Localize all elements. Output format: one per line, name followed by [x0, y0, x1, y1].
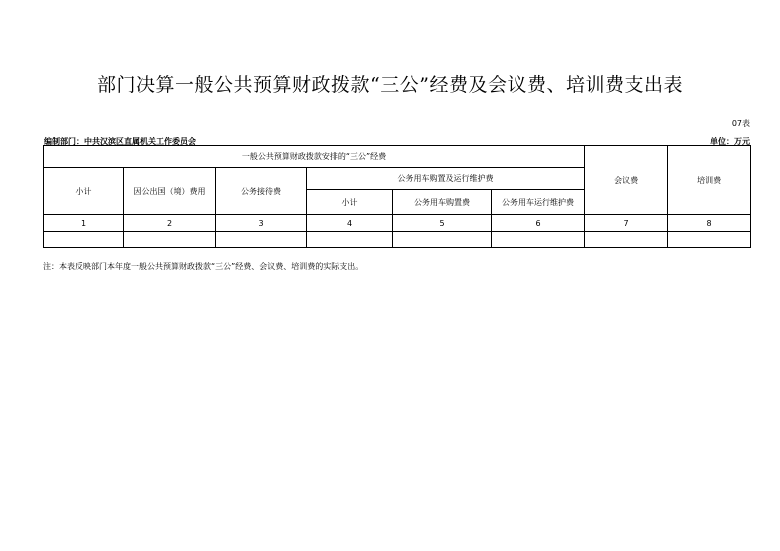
data-cell	[307, 232, 393, 248]
department-label: 编制部门：中共汉滨区直属机关工作委员会	[44, 137, 196, 146]
vehicle-operation-header: 公务用车运行维护费	[492, 190, 585, 215]
subtotal-header: 小计	[44, 168, 124, 215]
data-cell	[124, 232, 216, 248]
column-number: 8	[668, 215, 751, 232]
overseas-header: 因公出国（境）费用	[124, 168, 216, 215]
data-cell	[44, 232, 124, 248]
column-number: 5	[393, 215, 492, 232]
training-header: 培训费	[668, 146, 751, 215]
footnote: 注：本表反映部门本年度一般公共预算财政拨款“三公”经费、会议费、培训费的实际支出。	[43, 262, 364, 271]
column-number: 6	[492, 215, 585, 232]
column-number: 3	[216, 215, 307, 232]
meeting-header: 会议费	[585, 146, 668, 215]
vehicle-subtotal-header: 小计	[307, 190, 393, 215]
data-cell	[492, 232, 585, 248]
expenditure-table	[43, 145, 751, 248]
column-number: 4	[307, 215, 393, 232]
three-public-header: 一般公共预算财政拨款安排的“三公”经费	[44, 146, 585, 168]
vehicle-purchase-header: 公务用车购置费	[393, 190, 492, 215]
column-number: 7	[585, 215, 668, 232]
data-cell	[668, 232, 751, 248]
table-number: 07表	[731, 119, 750, 128]
data-cell	[585, 232, 668, 248]
vehicle-group-header: 公务用车购置及运行维护费	[307, 168, 585, 190]
data-cell	[216, 232, 307, 248]
column-number: 1	[44, 215, 124, 232]
page-title: 部门决算一般公共预算财政拨款“三公”经费及会议费、培训费支出表	[97, 74, 683, 96]
unit-label: 单位：万元	[710, 137, 750, 146]
reception-header: 公务接待费	[216, 168, 307, 215]
data-cell	[393, 232, 492, 248]
column-number: 2	[124, 215, 216, 232]
